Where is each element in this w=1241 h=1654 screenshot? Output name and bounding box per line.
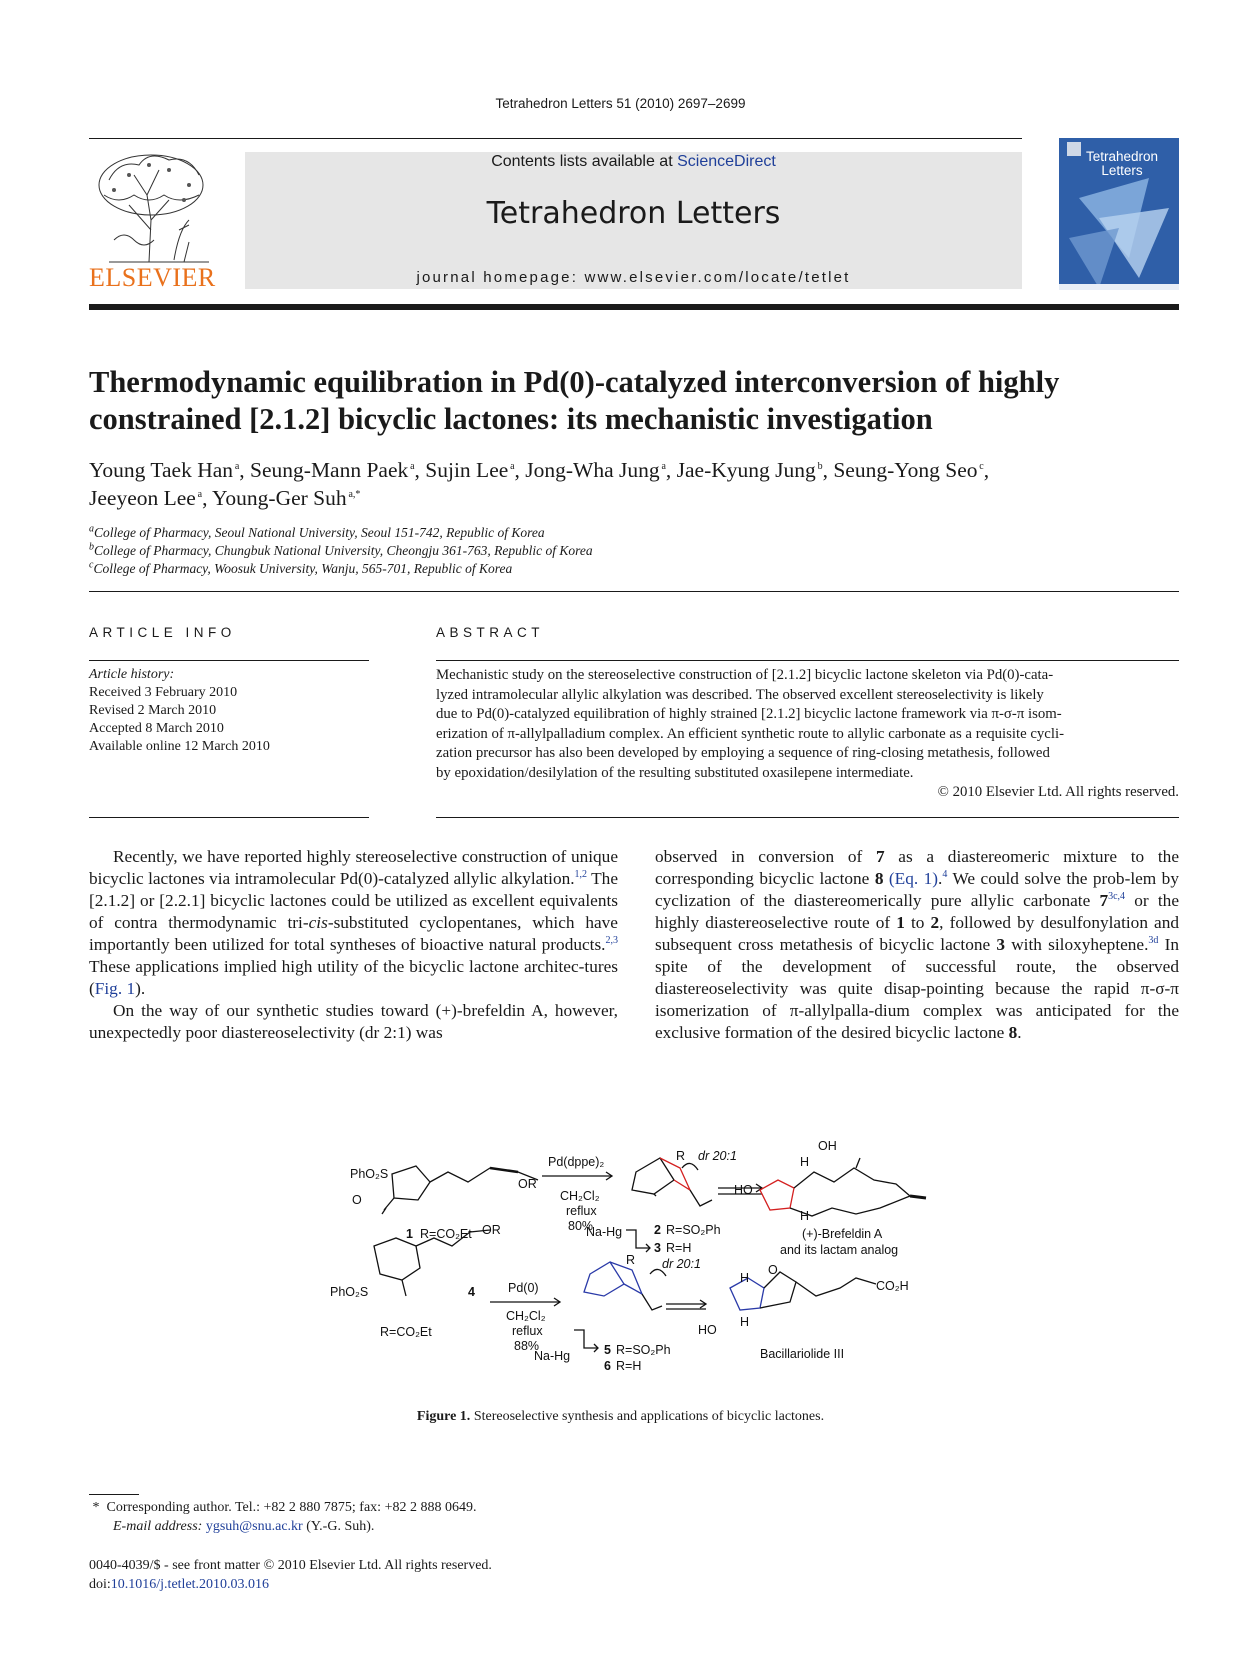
target-label: Bacillariolide III [760, 1347, 845, 1361]
reagent-label: Pd(0) [508, 1281, 539, 1295]
abstract-copyright: © 2010 Elsevier Ltd. All rights reserved. [937, 784, 1179, 800]
doi-line: doi:10.1016/j.tetlet.2010.03.016 [89, 1577, 270, 1592]
citation-link[interactable]: 1,2 [574, 869, 588, 881]
history-label: Article history: [89, 667, 175, 682]
received-date: Received 3 February 2010 [89, 685, 238, 700]
condition-label: CH₂Cl₂ [560, 1189, 600, 1203]
authors [89, 456, 1179, 512]
dr-label: dr 20:1 [662, 1257, 701, 1271]
scheme-label: H [800, 1155, 810, 1169]
journal-homepage[interactable]: journal homepage: www.elsevier.com/locate/tetlet [416, 269, 851, 286]
scheme-label: R=CO₂Et [380, 1325, 432, 1339]
scheme-label: H [800, 1209, 810, 1223]
scheme-label: OR [482, 1223, 501, 1237]
issn-line: 0040-4039/$ - see front matter © 2010 Elsevier Ltd. All rights reserved. [89, 1558, 492, 1573]
journal-name: Tetrahedron Letters [486, 196, 781, 231]
abstract-line: lyzed intramolecular allylic alkylation was described. The observed excellent stereoselectivity is likely [436, 686, 1044, 703]
citation-link[interactable]: 3d [1148, 935, 1159, 947]
compound-2-label: 2 [654, 1223, 661, 1237]
journal-banner [245, 152, 1022, 289]
scheme-label: H [740, 1271, 750, 1285]
scheme-label: OH [818, 1139, 837, 1153]
journal-reference: Tetrahedron Letters 51 (2010) 2697–2699 [495, 96, 746, 111]
citation-link[interactable]: 2,3 [605, 935, 618, 947]
footnote [89, 1498, 476, 1536]
compound-5-label: 5 [604, 1343, 611, 1357]
compound-4-label: 4 [468, 1285, 475, 1299]
elsevier-logo [89, 150, 219, 290]
target-label: and its lactam analog [780, 1243, 899, 1257]
author: Jeeyeon Lee $^a$, [89, 486, 213, 510]
scheme-label: R=SO₂Ph [666, 1223, 721, 1237]
author: Sujin Lee $^a$, [425, 458, 526, 482]
abstract-line: due to Pd(0)-catalyzed equilibration of highly strained [2.1.2] bicyclic lactone framework via π-σ-π isom- [436, 706, 1062, 722]
affiliation: $^c$College of Pharmacy, Woosuk University, Wanju, 565-701, Republic of Korea [89, 559, 513, 576]
caption-text: Stereoselective synthesis and applications of bicyclic lactones. [473, 1409, 825, 1424]
abstract-bottom-rule [436, 817, 1179, 818]
paragraph: On the way of our synthetic studies toward (+)-brefeldin A, however, unexpectedly poor diastereoselectivity (dr 2:1) was [89, 1001, 618, 1042]
scheme-label: R=CO₂Et [420, 1227, 472, 1241]
bottom-matter [89, 1556, 492, 1594]
contents-line [245, 153, 1022, 171]
email-line: E-mail address: ygsuh@snu.ac.kr (Y.-G. Suh). [113, 1519, 375, 1534]
elsevier-tree-icon [89, 150, 219, 265]
title-line-2: constrained [2.1.2] bicyclic lactones: its mechanistic investigation [89, 402, 933, 436]
affiliation: $^a$College of Pharmacy, Seoul National University, Seoul 151-742, Republic of Korea [89, 523, 545, 540]
corresponding-author: * Corresponding author. Tel.: +82 2 880 7875; fax: +82 2 888 0649. [92, 1500, 477, 1515]
author: Jae-Kyung Jung $^b$, [676, 458, 834, 482]
reagent-label: Na-Hg [586, 1225, 623, 1239]
scheme-label: R=H [666, 1241, 692, 1255]
paragraph: Recently, we have reported highly stereoselective construction of unique bicyclic lactones via intramolecular Pd(0)-catalyzed allylic alkylation.$^{1,2}$ The [2.1.2] or [2.2.1] bicyclic lactones could be utilized as excellent equivalents of contra thermodynamic tri-cis-substituted cyclopentanes, which have importantly been utilized for total syntheses of bioactive natural products.$^{2,3}$ These applications implied high utility of the bicyclic lactone architec-tures (Fig. 1). [89, 847, 618, 998]
author: Seung-Yong Seo $^c$, [833, 458, 990, 482]
citation-link[interactable]: 3c,4 [1108, 891, 1126, 903]
scheme-label: O [352, 1193, 362, 1207]
accepted-date: Accepted 8 March 2010 [89, 721, 224, 736]
scheme-label: R=SO₂Ph [616, 1343, 671, 1357]
title-line-1: Thermodynamic equilibration in Pd(0)-catalyzed interconversion of highly [89, 365, 1060, 399]
author: Seung-Mann Paek $^a$, [250, 458, 426, 482]
banner-thick-rule [89, 304, 1179, 310]
cover-title: Tetrahedron Letters [1085, 149, 1159, 178]
article-info-rule [89, 660, 369, 661]
article-info-heading: ARTICLE INFO [89, 625, 236, 640]
author[interactable]: Young-Ger Suh $^{a,*}$ [212, 486, 361, 510]
header-rule [89, 138, 1022, 139]
figure-caption [0, 1409, 1241, 1425]
abstract-heading: ABSTRACT [436, 625, 545, 640]
sciencedirect-link[interactable]: ScienceDirect [677, 153, 776, 170]
footnote-rule [89, 1494, 139, 1495]
scheme-label: CO₂H [876, 1279, 909, 1293]
equation-link[interactable]: (Eq. 1) [888, 869, 939, 888]
figure-link[interactable]: Fig. 1 [94, 979, 136, 998]
affiliation: $^b$College of Pharmacy, Chungbuk National University, Cheongju 361-763, Republic of Korea [89, 541, 593, 558]
abstract-line: erization of π-allylpalladium complex. An efficient synthetic route to allylic carbonate as a requisite cycli- [436, 725, 1065, 742]
scheme-label: R=H [616, 1359, 642, 1373]
abstract-rule [436, 660, 1179, 661]
dr-label: dr 20:1 [698, 1149, 737, 1163]
scheme-label: PhO₂S [350, 1167, 389, 1181]
author: Young Taek Han $^a$, [89, 458, 251, 482]
scheme-label: R [626, 1253, 636, 1267]
condition-label: reflux [512, 1324, 543, 1338]
online-date: Available online 12 March 2010 [89, 739, 270, 754]
abstract-line: by epoxidation/desilylation of the resulting substituted oxasilepene intermediate. [436, 764, 914, 781]
scheme-label: H [740, 1315, 750, 1329]
reagent-label: Pd(dppe)₂ [548, 1155, 605, 1169]
affiliations [89, 524, 593, 578]
contents-prefix: Contents lists available at [491, 153, 673, 170]
affiliation-rule [89, 591, 1179, 592]
compound-3-label: 3 [654, 1241, 661, 1255]
citation-link[interactable]: 4 [942, 869, 948, 881]
caption-label: Figure 1. [416, 1409, 471, 1424]
elsevier-wordmark: ELSEVIER [89, 263, 216, 292]
yield-label: 80% [568, 1219, 594, 1233]
scheme-label: PhO₂S [330, 1285, 369, 1299]
revised-date: Revised 2 March 2010 [89, 703, 217, 718]
scheme-label: HO [734, 1183, 753, 1197]
article-title [89, 364, 1059, 438]
condition-label: reflux [566, 1204, 597, 1218]
abstract-body [436, 666, 1179, 803]
paragraph: observed in conversion of 7 as a diastereomeric mixture to the corresponding bicyclic lactone 8 (Eq. 1).$^4$ We could solve the prob-lem by cyclization of the diastereomerically pure allylic carbonate $7^{3c,4}$ or the highly diastereoselective route of 1 to 2, followed by desulfonylation and subsequent cross metathesis of bicyclic lactone 3 with siloxyheptene.$^{3d}$ In spite of the development of successful route, the observed diastereoselectivity was quite disap-pointing because the rapid π-σ-π isomerization of π-allylpalla-dium complex was anticipated for the exclusive formation of the desired bicyclic lactone 8. [655, 847, 1180, 1042]
scheme-label: OR [518, 1177, 537, 1191]
email-link[interactable]: ygsuh@snu.ac.kr [205, 1519, 303, 1534]
author: Jong-Wha Jung $^a$, [525, 458, 677, 482]
doi-link[interactable]: 10.1016/j.tetlet.2010.03.016 [110, 1577, 270, 1592]
reaction-scheme [320, 1110, 940, 1400]
figure-1 [320, 1110, 940, 1400]
scheme-label: HO [698, 1323, 717, 1337]
compound-1-label: 1 [406, 1227, 413, 1241]
target-label: (+)-Brefeldin A [802, 1227, 883, 1241]
abstract-line: Mechanistic study on the stereoselective construction of [2.1.2] bicyclic lactone skeleton via Pd(0)-cata- [436, 667, 1054, 683]
article-info-bottom-rule [89, 817, 369, 818]
compound-6-label: 6 [604, 1359, 611, 1373]
yield-label: 88% [514, 1339, 540, 1353]
article-history [89, 666, 270, 756]
condition-label: CH₂Cl₂ [506, 1309, 546, 1323]
body-column-right [655, 846, 1179, 1044]
reagent-label: Na-Hg [534, 1349, 571, 1363]
scheme-label: R [676, 1149, 686, 1163]
body-column-left [89, 846, 618, 1044]
scheme-label: O [768, 1263, 778, 1277]
journal-cover [1059, 138, 1179, 290]
abstract-line: zation precursor has also been developed by employing a sequence of ring-closing metathesis, followed [436, 745, 1050, 761]
